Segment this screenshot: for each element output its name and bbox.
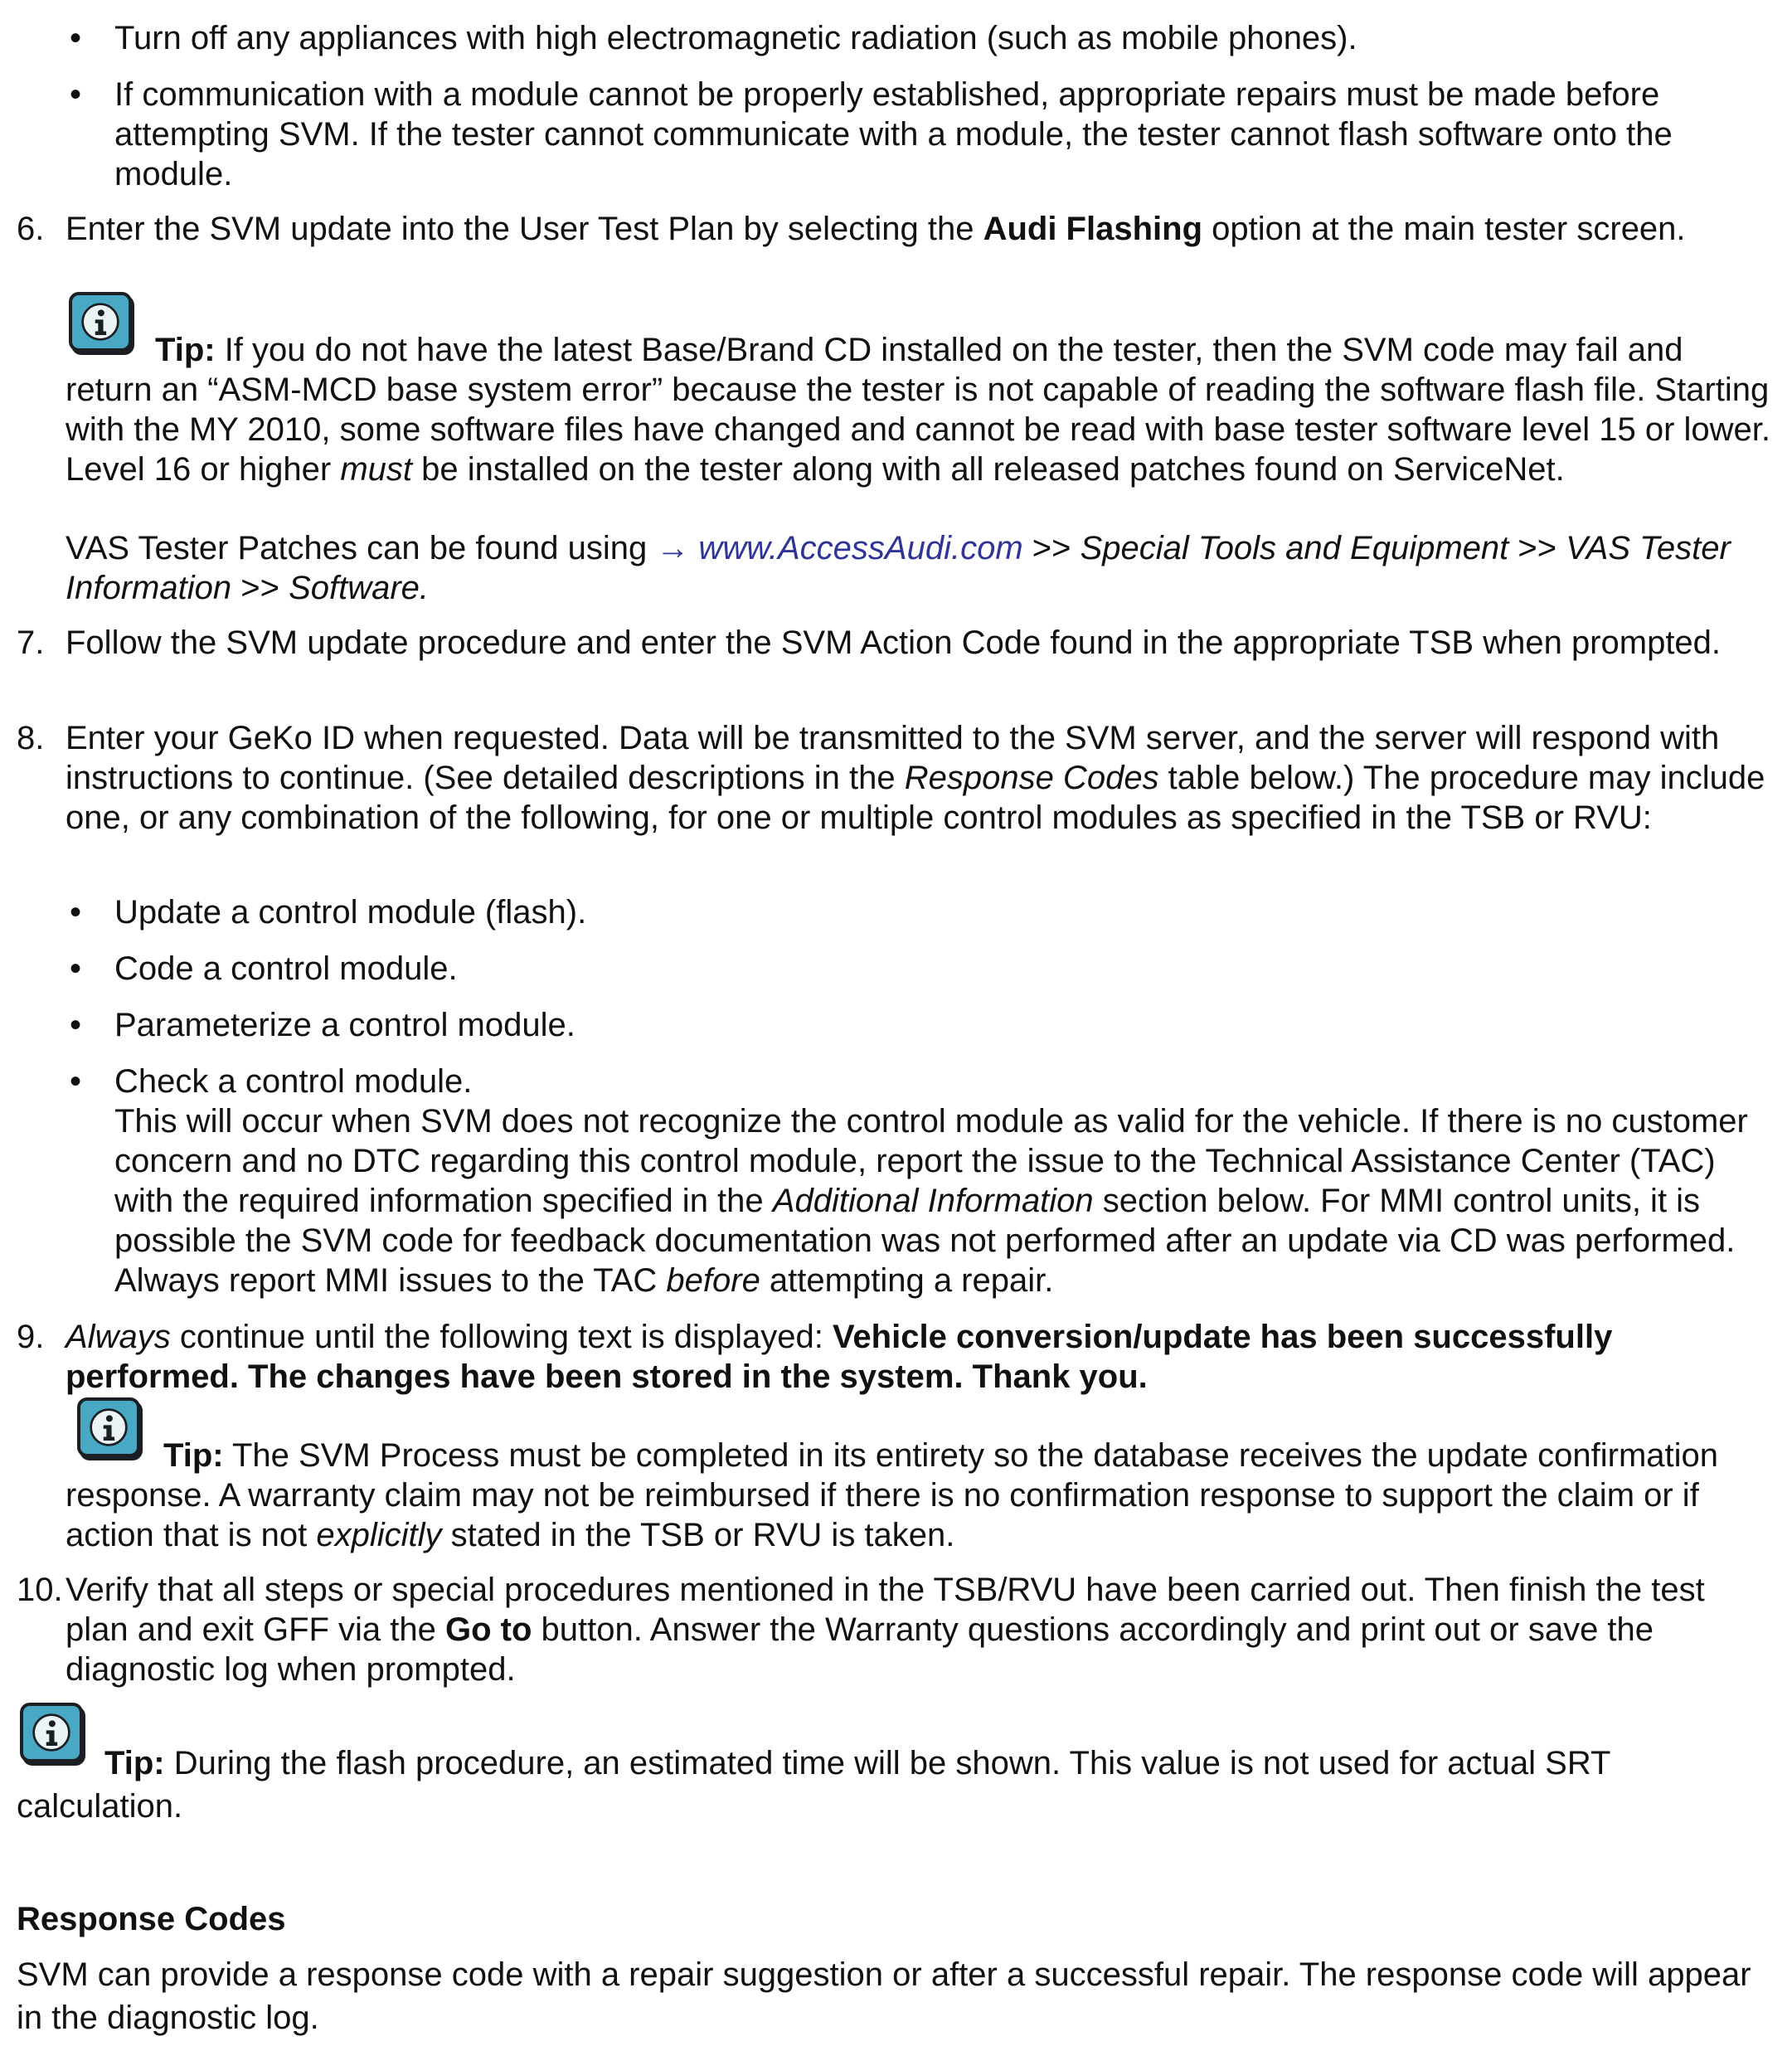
bullet-marker: •	[70, 76, 82, 113]
bullet-marker: •	[70, 950, 82, 987]
final-tip-text: Tip: During the flash procedure, an estimated time will be shown. This value is not used for actual SRT calculation.	[17, 1745, 1610, 1825]
vas-patches-text: VAS Tester Patches can be found using → www.AccessAudi.com >> Special Tools and Equipment >> VAS Tester Information >> Software.	[66, 530, 1731, 606]
bullet-item: Turn off any appliances with high electromagnetic radiation (such as mobile phones).	[114, 20, 1357, 56]
section-body: SVM can provide a response code with a repair suggestion or after a successful repair. The response code will appear in the diagnostic log.	[17, 1956, 1751, 2036]
accessaudi-link[interactable]: → www.AccessAudi.com	[656, 530, 1023, 566]
step-6-text: Enter the SVM update into the User Test Plan by selecting the Audi Flashing option at the main tester screen.	[66, 211, 1686, 247]
tip-text: Tip: If you do not have the latest Base/Brand CD installed on the tester, then the SVM code may fail and return an “ASM-MCD base system error” because the tester is not capable of reading the software flash file. Starting with the MY 2010, some software files have changed and cannot be read with base tester software level 15 or lower. Level 16 or higher must be installed on the tester along with all released patches found on ServiceNet.	[66, 332, 1770, 488]
bullet-item: Parameterize a control module.	[114, 1007, 575, 1043]
bullet-item: If communication with a module cannot be properly established, appropriate repairs must be made before attempting SVM. If the tester cannot communicate with a module, the tester cannot flash software onto the module.	[114, 76, 1673, 192]
step-7-text: Follow the SVM update procedure and enter the SVM Action Code found in the appropriate TSB when prompted.	[66, 624, 1722, 661]
bullet-marker: •	[70, 20, 82, 56]
bullet-marker: •	[70, 1007, 82, 1043]
bullet-marker: •	[70, 894, 82, 931]
step-number: 6.	[17, 211, 45, 247]
step-number: 9.	[17, 1319, 45, 1355]
step-8-text: Enter your GeKo ID when requested. Data will be transmitted to the SVM server, and the server will respond with instructions to continue. (See detailed descriptions in the Response Codes table below.) The procedure may include one, or any combination of the following, for one or multiple control modules as specified in the TSB or RVU:	[66, 720, 1765, 836]
step-number: 8.	[17, 720, 45, 756]
step-number: 7.	[17, 624, 45, 661]
step-number: 10.	[17, 1572, 63, 1608]
bullet-item: Check a control module.	[114, 1063, 473, 1100]
bullet-item: Code a control module.	[114, 950, 458, 987]
step-10-text: Verify that all steps or special procedures mentioned in the TSB/RVU have been carried out. Then finish the test plan and exit GFF via the Go to button. Answer the Warranty questions accordingly and print out or save the diagnostic log when prompted.	[66, 1572, 1705, 1688]
step-9-text: Always continue until the following text is displayed: Vehicle conversion/update has been successfully performed. The changes have been stored in the system. Thank you.	[66, 1319, 1613, 1395]
check-module-note: This will occur when SVM does not recognize the control module as valid for the vehicle. If there is no customer concern and no DTC regarding this control module, report the issue to the Technical Assistance Center (TAC) with the required information specified in the Additional Information section below. For MMI control units, it is possible the SVM code for feedback documentation was not performed after an update via CD was performed. Always report MMI issues to the TAC before attempting a repair.	[114, 1103, 1748, 1299]
section-heading: Response Codes	[17, 1901, 286, 1937]
bullet-item: Update a control module (flash).	[114, 894, 587, 931]
bullet-marker: •	[70, 1063, 82, 1100]
tip-text: Tip: The SVM Process must be completed in its entirety so the database receives the update confirmation response. A warranty claim may not be reimbursed if there is no confirmation response to support the claim or if action that is not explicitly stated in the TSB or RVU is taken.	[66, 1437, 1718, 1553]
